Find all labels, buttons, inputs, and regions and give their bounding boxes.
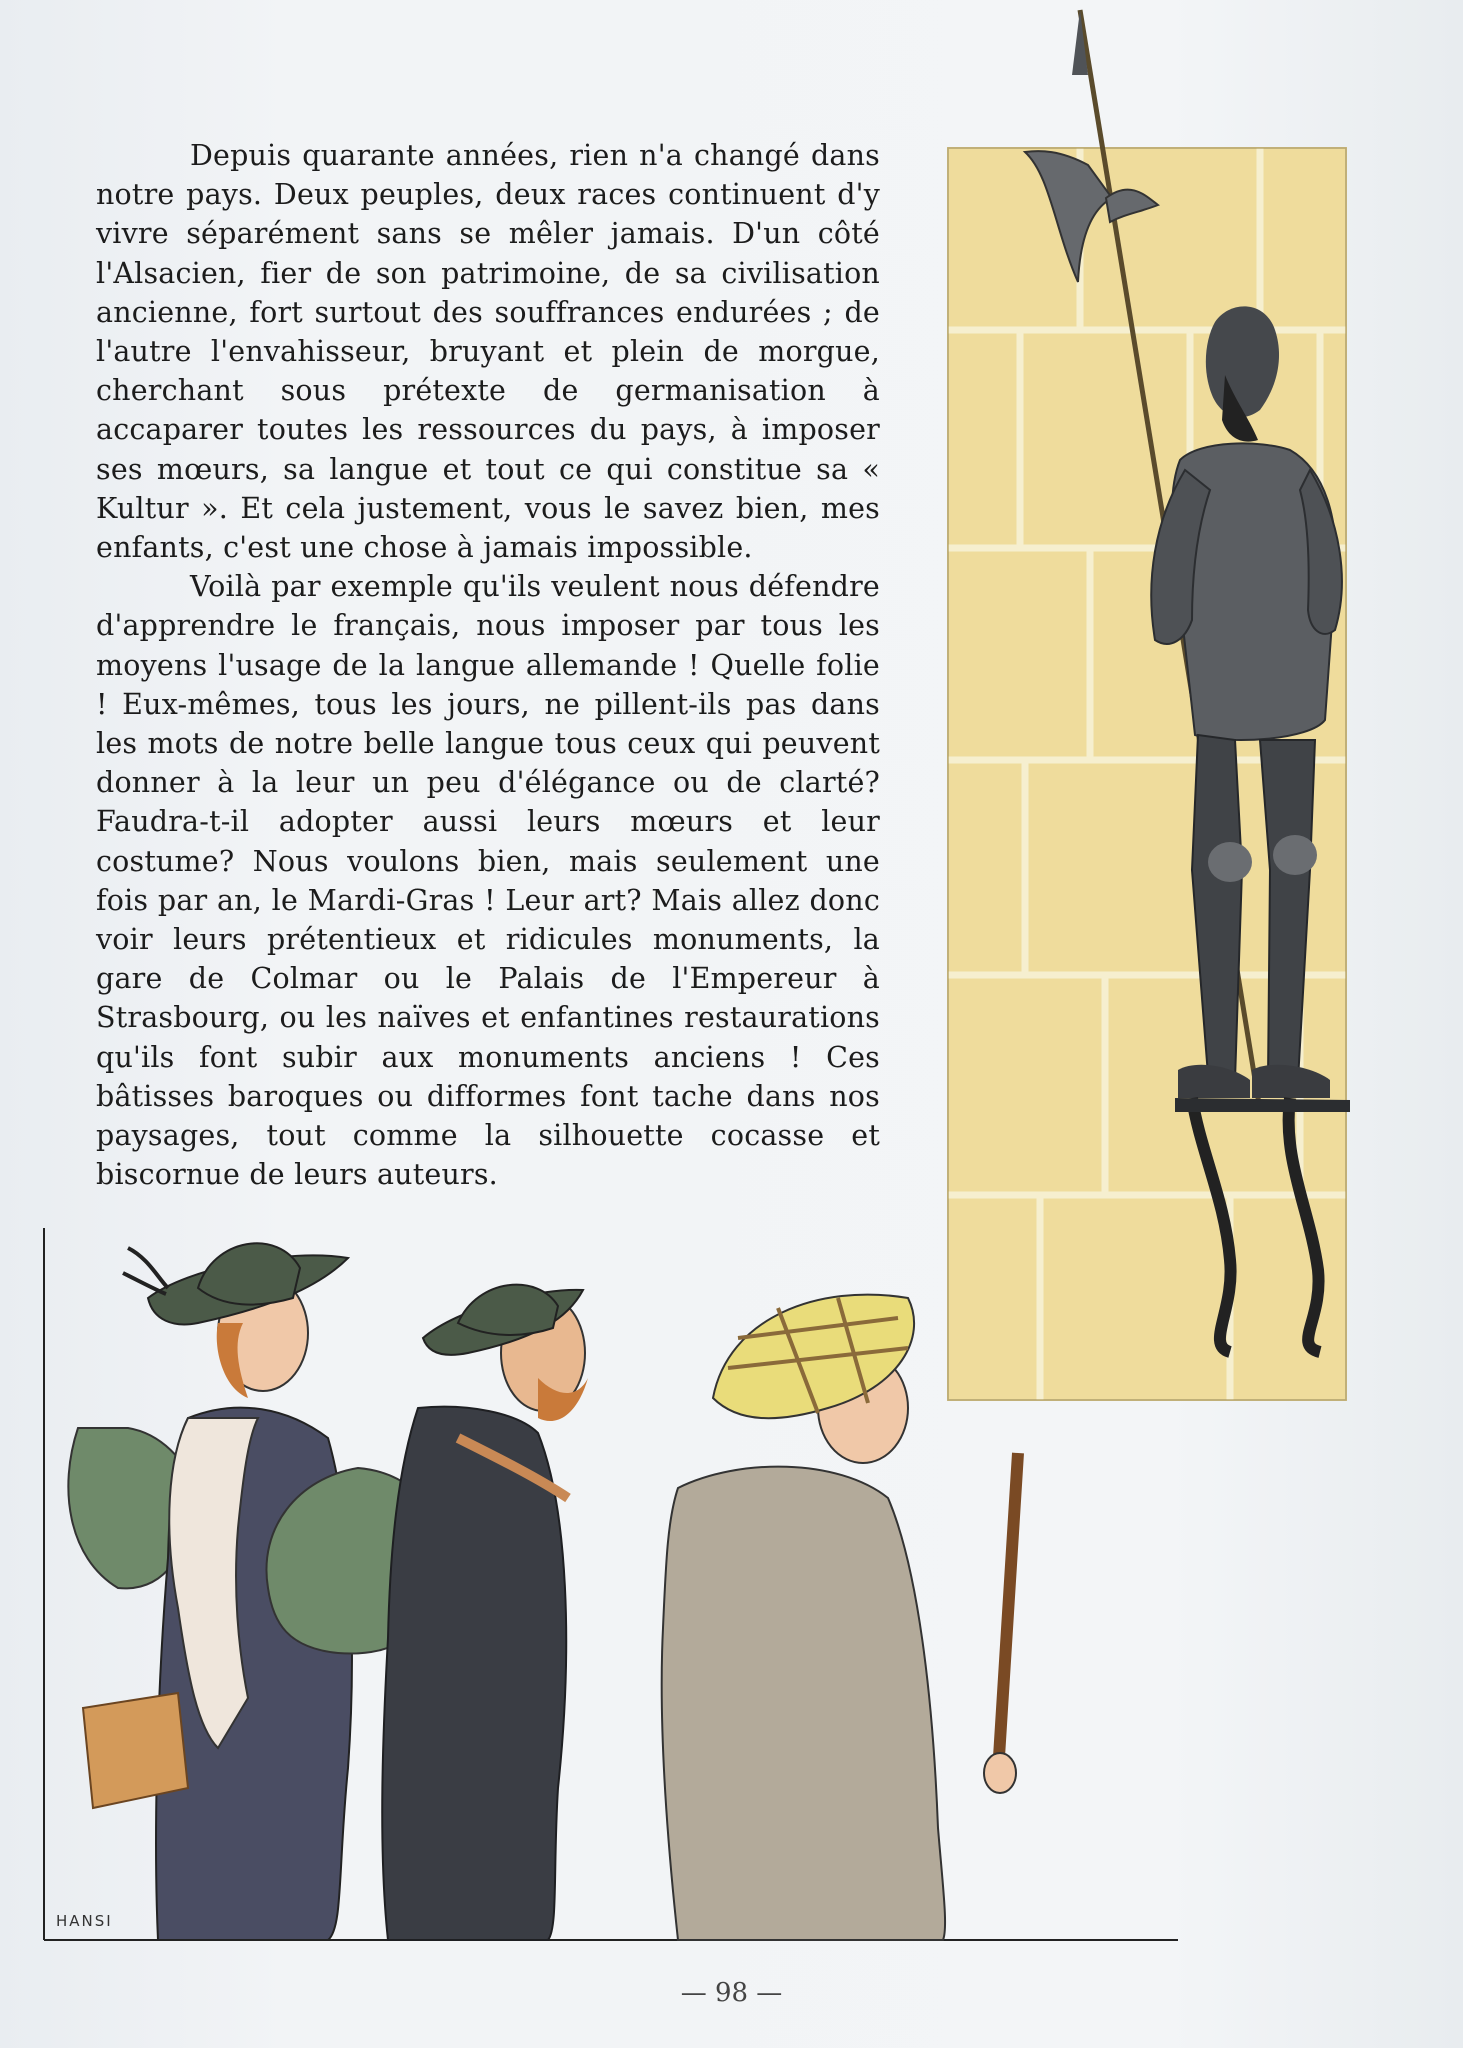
knight-illustration: [930, 0, 1430, 1410]
body-text: [96, 136, 880, 1194]
travelers-illustration: [38, 1228, 1188, 1954]
paragraph-2: Voilà par exemple qu'ils veulent nous défendre d'apprendre le français, nous imposer par tous les moyens l'usage de la langue allemande ! Quelle folie ! Eux-mêmes, tous les jours, ne pillent-ils pas dans les mots de notre belle langue tous ceux qui peuvent donner à la leur un peu d'élégance ou de clarté? Faudra-t-il adopter aussi leurs mœurs et leur costume? Nous voulons bien, mais seulement une fois par an, le Mardi-Gras ! Leur art? Mais allez donc voir leurs prétentieux et ridicules monuments, la gare de Colmar ou le Palais de l'Empereur à Strasbourg, ou les naïves et enfantines restaurations qu'ils font subir aux monuments anciens ! Ces bâtisses baroques ou difformes font tache dans nos paysages, tout comme la silhouette cocasse et biscornue de leurs auteurs.: [96, 570, 880, 1192]
paragraph-1: Depuis quarante années, rien n'a changé dans notre pays. Deux peuples, deux races continuent d'y vivre séparément sans se mêler jamais. D'un côté l'Alsacien, fier de son patrimoine, de sa civilisation ancienne, fort surtout des souffrances endurées ; de l'autre l'envahisseur, bruyant et plein de morgue, cherchant sous prétexte de germanisation à accaparer toutes les ressources du pays, à imposer ses mœurs, sa langue et tout ce qui constitue sa « Kultur ». Et cela justement, vous le savez bien, mes enfants, c'est une chose à jamais impossible.: [96, 139, 880, 565]
artist-signature: HANSI: [56, 1912, 113, 1930]
page-number: — 98 —: [680, 1978, 783, 2008]
plaid-cap-figure: [662, 1295, 1018, 1940]
